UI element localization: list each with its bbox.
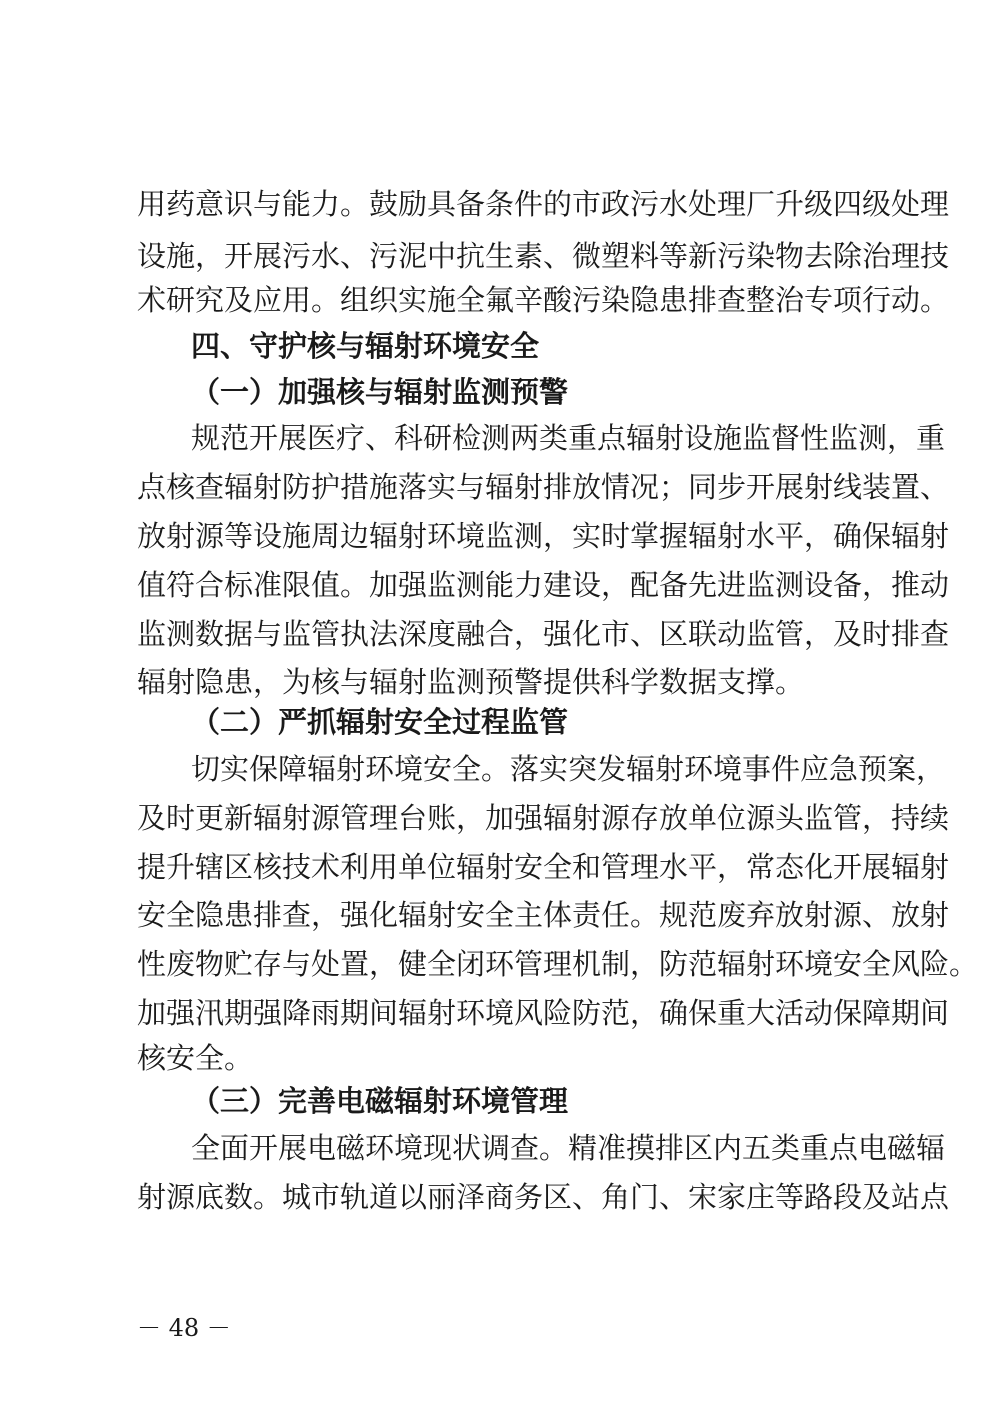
paragraph-line: 点核查辐射防护措施落实与辐射排放情况；同步开展射线装置、 — [137, 470, 950, 504]
subsection-heading: （一）加强核与辐射监测预警 — [191, 375, 569, 409]
paragraph-line: 射源底数。城市轨道以丽泽商务区、角门、宋家庄等路段及站点 — [137, 1180, 950, 1214]
paragraph-line: 监测数据与监管执法深度融合，强化市、区联动监管，及时排查 — [137, 617, 950, 651]
paragraph-line: 放射源等设施周边辐射环境监测，实时掌握辐射水平，确保辐射 — [137, 519, 950, 553]
section-heading: 四、守护核与辐射环境安全 — [191, 329, 540, 363]
paragraph-line: 辐射隐患，为核与辐射监测预警提供科学数据支撑。 — [137, 665, 805, 699]
paragraph-line: 值符合标准限值。加强监测能力建设，配备先进监测设备，推动 — [137, 568, 950, 602]
paragraph-line: 性废物贮存与处置，健全闭环管理机制，防范辐射环境安全风险。 — [137, 947, 979, 981]
paragraph-line: 术研究及应用。组织实施全氟辛酸污染隐患排查整治专项行动。 — [137, 283, 950, 317]
subsection-heading: （二）严抓辐射安全过程监管 — [191, 705, 569, 739]
paragraph-line: 安全隐患排查，强化辐射安全主体责任。规范废弃放射源、放射 — [137, 898, 950, 932]
paragraph-line: 加强汛期强降雨期间辐射环境风险防范，确保重大活动保障期间 — [137, 996, 950, 1030]
page-number: － 48 － — [137, 1314, 231, 1342]
paragraph-line: 核安全。 — [137, 1041, 254, 1075]
subsection-heading: （三）完善电磁辐射环境管理 — [191, 1084, 569, 1118]
paragraph-line: 规范开展医疗、科研检测两类重点辐射设施监督性监测，重 — [191, 421, 946, 455]
paragraph-line: 提升辖区核技术利用单位辐射安全和管理水平，常态化开展辐射 — [137, 850, 950, 884]
paragraph-line: 全面开展电磁环境现状调查。精准摸排区内五类重点电磁辐 — [191, 1131, 946, 1165]
paragraph-line: 及时更新辐射源管理台账，加强辐射源存放单位源头监管，持续 — [137, 801, 950, 835]
paragraph-line: 切实保障辐射环境安全。落实突发辐射环境事件应急预案， — [191, 752, 946, 786]
paragraph-line: 用药意识与能力。鼓励具备条件的市政污水处理厂升级四级处理 — [137, 187, 950, 221]
paragraph-line: 设施，开展污水、污泥中抗生素、微塑料等新污染物去除治理技 — [137, 239, 950, 273]
